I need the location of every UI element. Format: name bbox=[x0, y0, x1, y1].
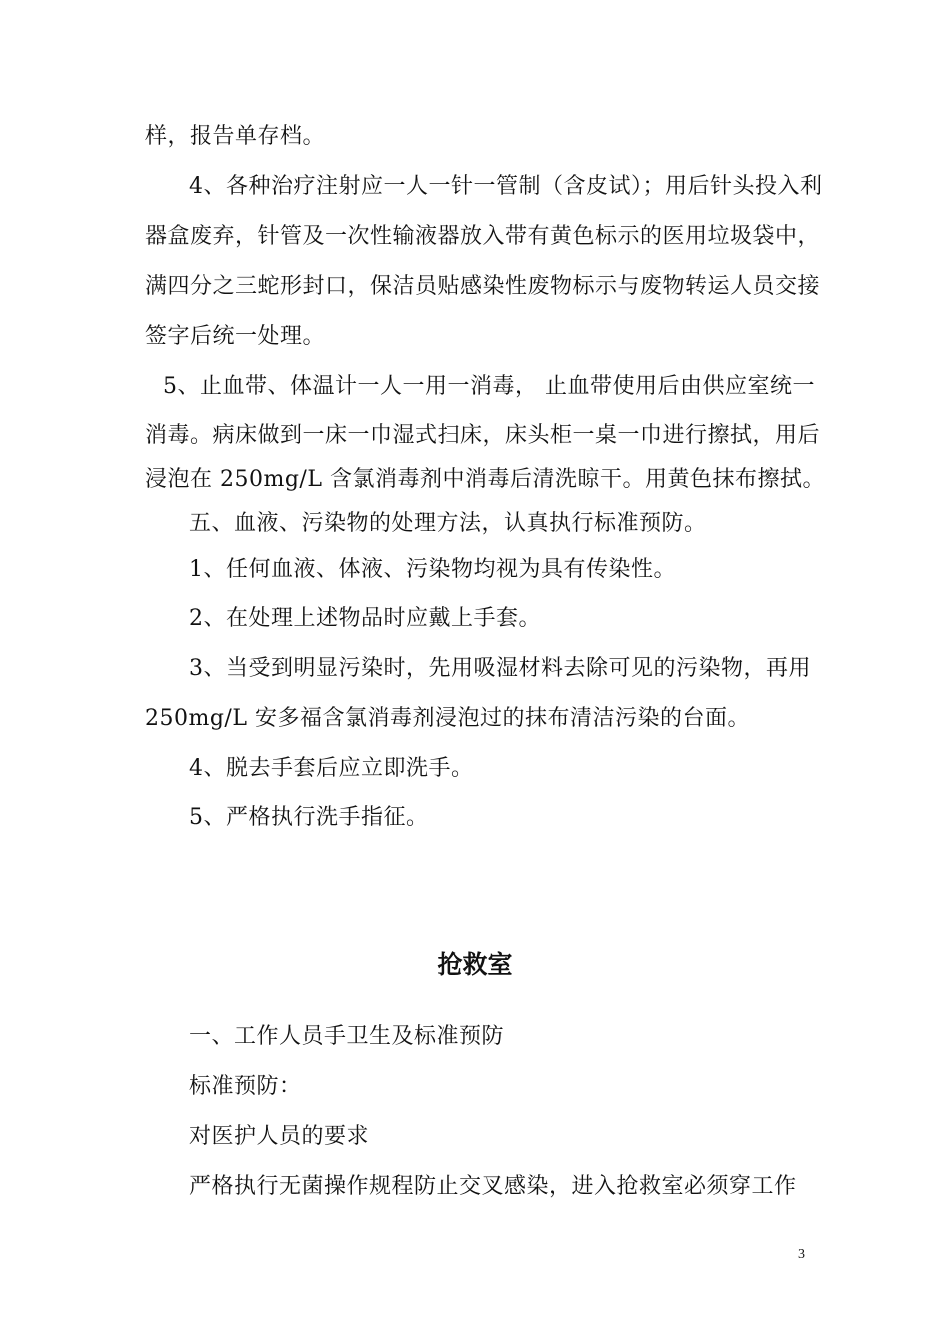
page-number: 3 bbox=[798, 1247, 805, 1262]
text-line: 一、工作人员手卫生及标准预防 bbox=[189, 1024, 505, 1049]
text-line: 250mg/L 安多福含氯消毒剂浸泡过的抹布清洁污染的台面。 bbox=[145, 706, 750, 731]
text-line: 1、任何血液、体液、污染物均视为具有传染性。 bbox=[189, 557, 676, 582]
text-line: 签字后统一处理。 bbox=[145, 324, 326, 349]
text-line: 5、严格执行洗手指征。 bbox=[189, 805, 429, 830]
text-line: 2、在处理上述物品时应戴上手套。 bbox=[189, 606, 541, 631]
text-line: 标准预防： bbox=[189, 1074, 302, 1099]
text-line: 样，报告单存档。 bbox=[145, 124, 326, 149]
section-title: 抢救室 bbox=[437, 950, 513, 979]
text-line: 满四分之三蛇形封口，保洁员贴感染性废物标示与废物转运人员交接 bbox=[145, 274, 821, 299]
text-line: 严格执行无菌操作规程防止交叉感染，进入抢救室必须穿工作 bbox=[189, 1174, 797, 1199]
text-line: 4、各种治疗注射应一人一针一管制（含皮试）；用后针头投入利 bbox=[189, 174, 823, 199]
text-line: 五、血液、污染物的处理方法，认真执行标准预防。 bbox=[189, 511, 707, 536]
text-line: 4、脱去手套后应立即洗手。 bbox=[189, 756, 474, 781]
text-line: 3、当受到明显污染时，先用吸湿材料去除可见的污染物，再用 bbox=[189, 656, 811, 681]
text-line: 5、止血带、体温计一人一用一消毒， 止血带使用后由供应室统一 bbox=[163, 374, 815, 399]
text-line: 对医护人员的要求 bbox=[189, 1124, 370, 1149]
text-line: 器盒废弃，针管及一次性输液器放入带有黄色标示的医用垃圾袋中， bbox=[145, 224, 821, 249]
text-line: 消毒。病床做到一床一巾湿式扫床，床头柜一桌一巾进行擦拭，用后 bbox=[145, 423, 821, 448]
text-line: 浸泡在 250mg/L 含氯消毒剂中消毒后清洗晾干。用黄色抹布擦拭。 bbox=[145, 467, 825, 492]
